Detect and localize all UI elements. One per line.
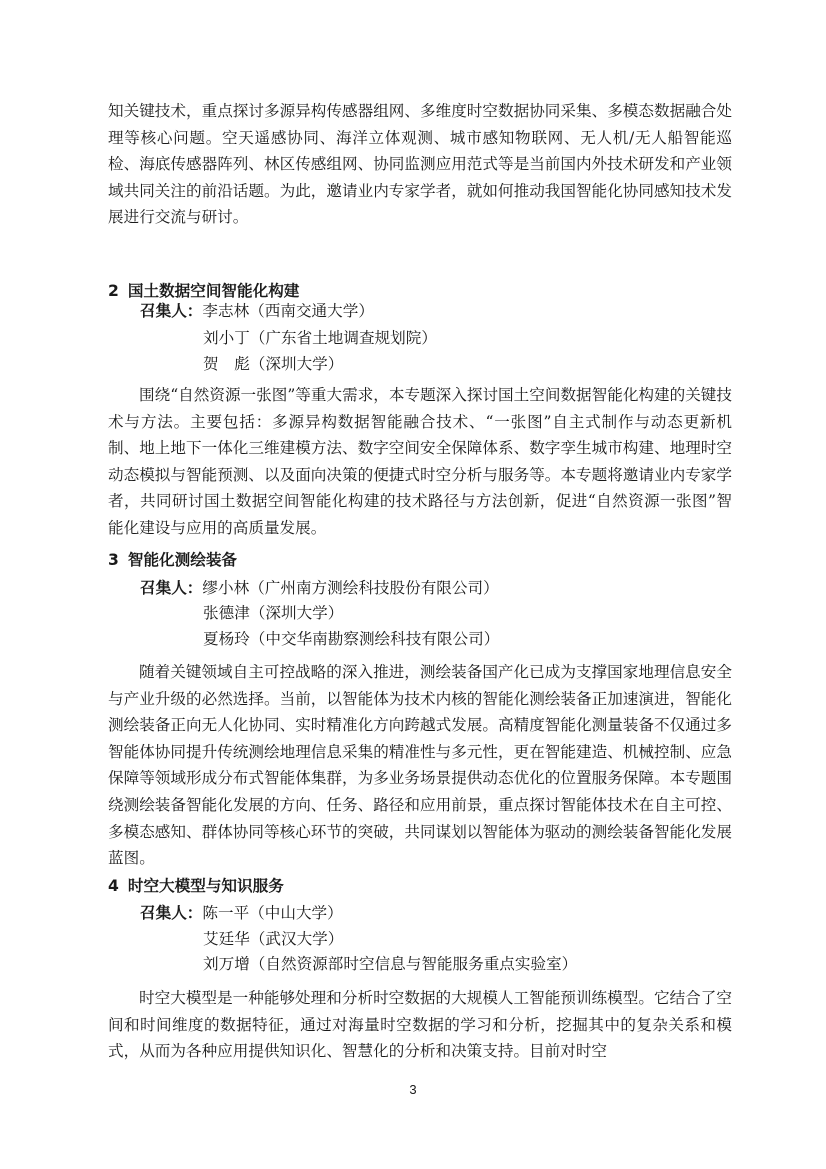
section-heading (108, 875, 284, 897)
section-body: 随着关键领域自主可控战略的深入推进，测绘装备国产化已成为支撑国家地理信息安全与产业升级的必然选择。当前，以智能体为技术内核的智能化测绘装备正加速演进，智能化测绘装备正向无人化协同、实时精准化方向跨越式发展。高精度智能化测量装备不仅通过多智能体协同提升传统测绘地理信息采集的精准性与多元性，更在智能建造、机械控制、应急保障等领域形成分布式智能体集群，为多业务场景提供动态优化的位置服务保障。本专题围绕测绘装备智能化发展的方向、任务、路径和应用前景，重点探讨智能体技术在自主可控、多模态感知、群体协同等核心环节的突破，共同谋划以智能体为驱动的测绘装备智能化发展蓝图。 (108, 663, 732, 868)
convener-name: 夏杨玲（中交华南勘察测绘科技有限公司） (203, 630, 500, 648)
section-title: 时空大模型与知识服务 (127, 877, 284, 895)
section-body: 时空大模型是一种能够处理和分析时空数据的大规模人工智能预训练模型。它结合了空间和时间维度的数据特征，通过对海量时空数据的学习和分析，挖掘其中的复杂关系和模式，从而为各种应用提供知识化、智慧化的分析和决策支持。目前对时空 (108, 989, 732, 1061)
section-title: 国土数据空间智能化构建 (127, 282, 300, 300)
convener-name: 刘小丁（广东省土地调查规划院） (203, 329, 437, 347)
convener-name: 刘万增（自然资源部时空信息与智能服务重点实验室） (203, 955, 578, 973)
section-title: 智能化测绘装备 (127, 551, 238, 569)
convener-name: 李志林（西南交通大学） (202, 302, 374, 320)
intro-paragraph: 知关键技术，重点探讨多源异构传感器组网、多维度时空数据协同采集、多模态数据融合处理等核心问题。空天遥感协同、海洋立体观测、城市感知物联网、无人机/无人船智能巡检、海底传感器阵列、林区传感组网、协同监测应用范式等是当前国内外技术研发和产业领域共同关注的前沿话题。为此，邀请业内专家学者，就如何推动我国智能化协同感知技术发展进行交流与研讨。 (108, 102, 732, 227)
section-number: 3 (108, 551, 119, 569)
convener-name: 艾廷华（武汉大学） (203, 930, 344, 948)
convener-line (140, 575, 499, 601)
convener-name: 张德津（深圳大学） (203, 604, 344, 622)
section-number: 2 (108, 282, 119, 300)
convener-name: 缪小林（广州南方测绘科技股份有限公司） (202, 579, 499, 597)
section-body: 围绕“自然资源一张图”等重大需求，本专题深入探讨国土空间数据智能化构建的关键技术与方法。主要包括：多源异构数据智能融合技术、“一张图”自主式制作与动态更新机制、地上地下一体化三维建模方法、数字空间安全保障体系、数字孪生城市构建、地理时空动态模拟与智能预测、以及面向决策的便捷式时空分析与服务等。本专题将邀请业内专家学者，共同研讨国土数据空间智能化构建的技术路径与方法创新，促进“自然资源一张图”智能化建设与应用的高质量发展。 (108, 386, 732, 537)
convener-name: 陈一平（中山大学） (202, 904, 343, 922)
page-number: 3 (409, 1082, 417, 1097)
convener-label: 召集人： (140, 302, 203, 320)
convener-name: 贺 彪（深圳大学） (203, 355, 344, 373)
convener-line (140, 900, 343, 926)
convener-line (140, 298, 374, 324)
section-heading (108, 549, 237, 571)
convener-label: 召集人： (140, 579, 203, 597)
section-number: 4 (108, 877, 119, 895)
convener-label: 召集人： (140, 904, 203, 922)
